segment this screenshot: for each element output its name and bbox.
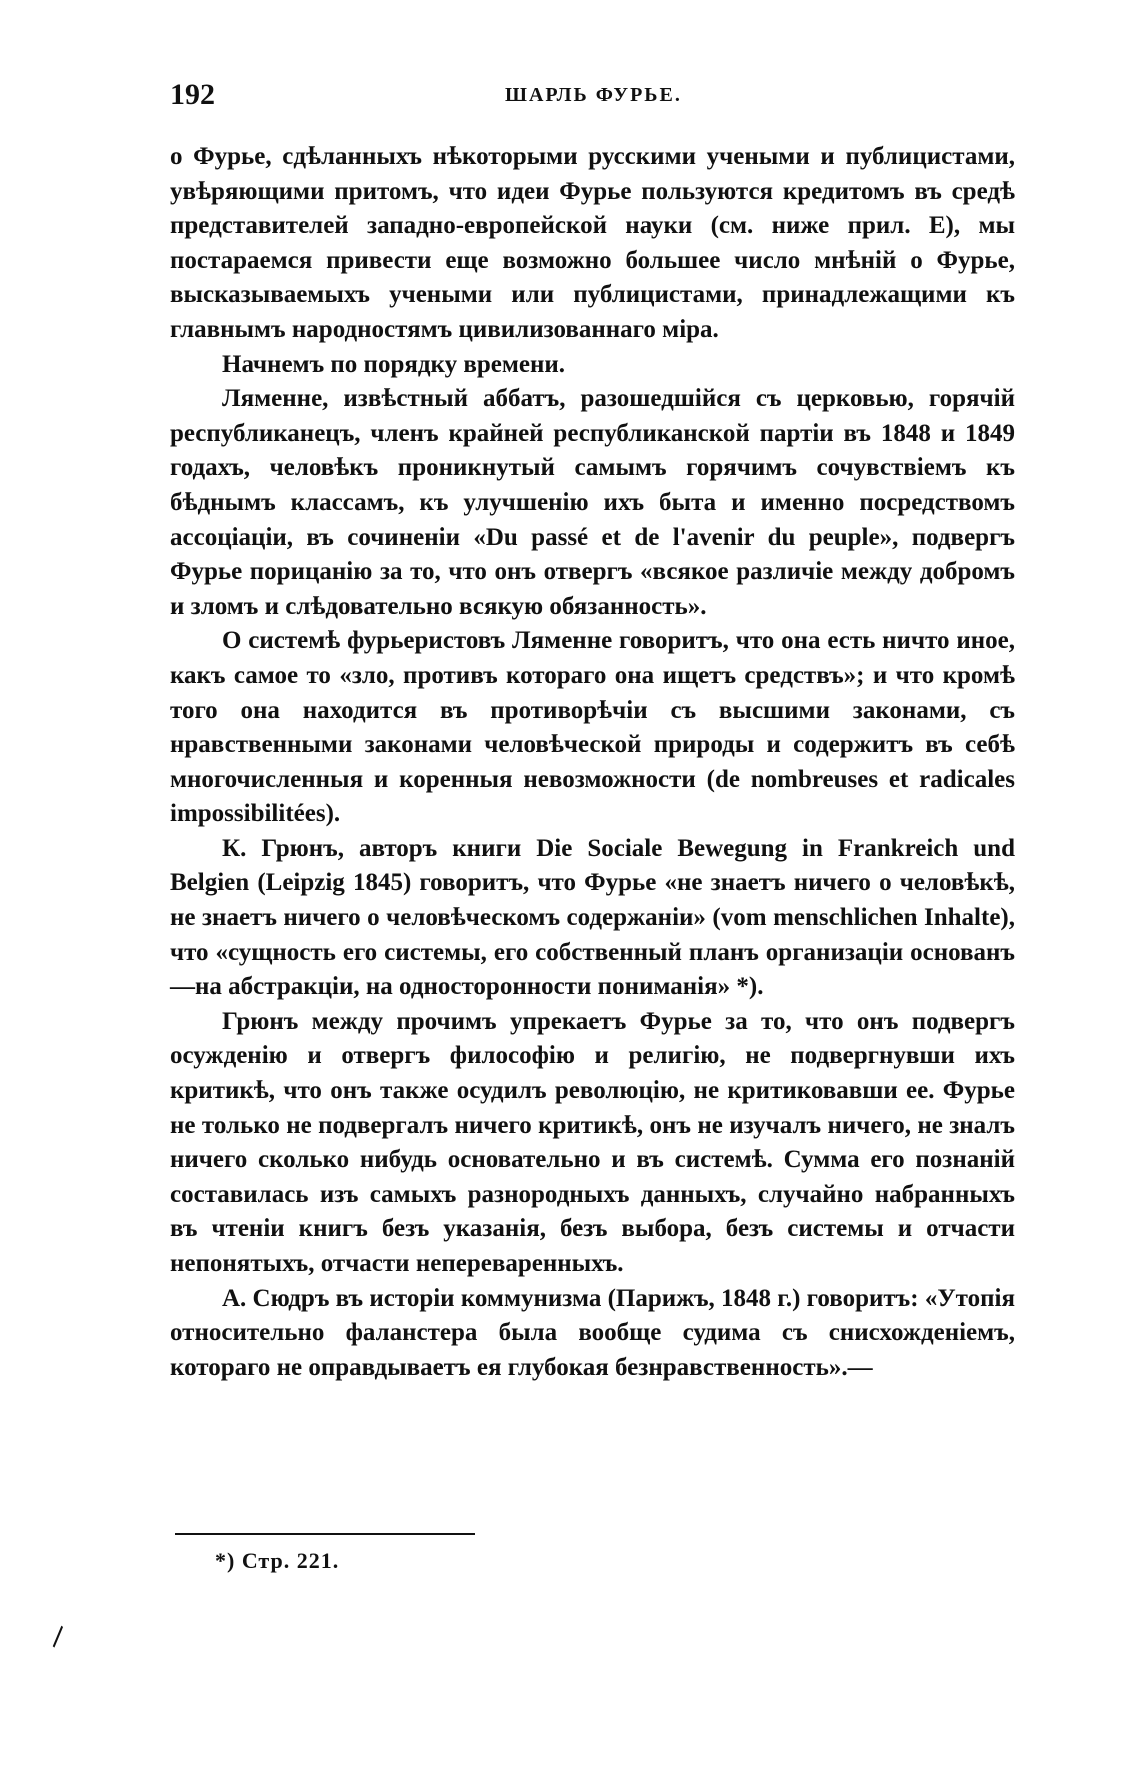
stray-pen-mark-icon: ∖ xyxy=(40,1620,73,1654)
paragraph-fourierist-system: О системѣ фурьеристовъ Ляменне говоритъ, что она есть ничто иное, какъ самое то «зло, противъ котораго она ищетъ средствъ»; и что кромѣ того она находится въ противорѣчіи съ высшими законами, съ нравственными законами человѣческой природы и содержитъ въ себѣ многочисленныя и коренныя невозможности (de nombreuses et radicales impossibilitées). xyxy=(170,627,1015,828)
footnote: *) Стр. 221. xyxy=(215,1548,340,1573)
paragraph-begin-order: Начнемъ по порядку времени. xyxy=(222,350,566,378)
paragraph-continuation: о Фурье, сдѣланныхъ нѣкоторыми русскими учеными и публицистами, увѣряющими притомъ, что идеи Фурье пользуются кредитомъ въ средѣ представителей западно-европейской науки (см. ниже прил. Е), мы постараемся привести еще возможно большее число мнѣній о Фурье, высказываемыхъ учеными или публицистами, принадлежащими къ главнымъ народностямъ цивилизованнаго міра. xyxy=(170,143,1015,343)
paragraph-sudre: А. Сюдръ въ исторіи коммунизма (Парижъ, 1848 г.) говоритъ: «Утопія относительно фаланстера была вообще судима съ снисхожденіемъ, котораго не оправдываетъ ея глубокая безнравственность».— xyxy=(170,1284,1015,1381)
running-title: ШАРЛЬ ФУРЬЕ. xyxy=(505,84,682,106)
page-header xyxy=(170,78,1015,118)
paragraph-grun: К. Грюнъ, авторъ книги Die Sociale Bewegung in Frankreich und Belgien (Leipzig 1845) говоритъ, что Фурье «не знаетъ ничего о человѣкѣ, не знаетъ ничего о человѣческомъ содержаніи» (vom menschlichen Inhalte), что «сущность его системы, его собственный планъ организаціи основанъ—на абстракціи, на односторонности пониманія» *). xyxy=(170,834,1015,1001)
paragraph-lamennais: Ляменне, извѣстный аббатъ, разошедшійся съ церковью, горячій республиканецъ, членъ крайней республиканской партіи въ 1848 и 1849 годахъ, человѣкъ проникнутый самымъ горячимъ сочувствіемъ къ бѣднымъ классамъ, къ улучшенію ихъ быта и именно посредствомъ ассоціаціи, въ сочиненіи «Du passé et de l'avenir du peuple», подвергъ Фурье порицанію за то, что онъ отвергъ «всякое различіе между добромъ и зломъ и слѣдовательно всякую обязанность». xyxy=(170,385,1015,620)
page-number: 192 xyxy=(170,78,215,111)
page-body xyxy=(170,140,1015,1385)
footnote-divider xyxy=(175,1533,475,1535)
paragraph-grun-reproach: Грюнъ между прочимъ упрекаетъ Фурье за то, что онъ подвергъ осужденію и отвергъ философію и религію, не подвергнувши ихъ критикѣ, что онъ также осудилъ революцію, не критиковавши ее. Фурье не только не подвергалъ ничего критикѣ, онъ не изучалъ ничего, не зналъ ничего сколько нибудь основательно и въ системѣ. Сумма его познаній составилась изъ самыхъ разнородныхъ данныхъ, случайно набранныхъ въ чтеніи книгъ безъ указанія, безъ выбора, безъ системы и отчасти непонятыхъ, отчасти непереваренныхъ. xyxy=(170,1007,1015,1277)
